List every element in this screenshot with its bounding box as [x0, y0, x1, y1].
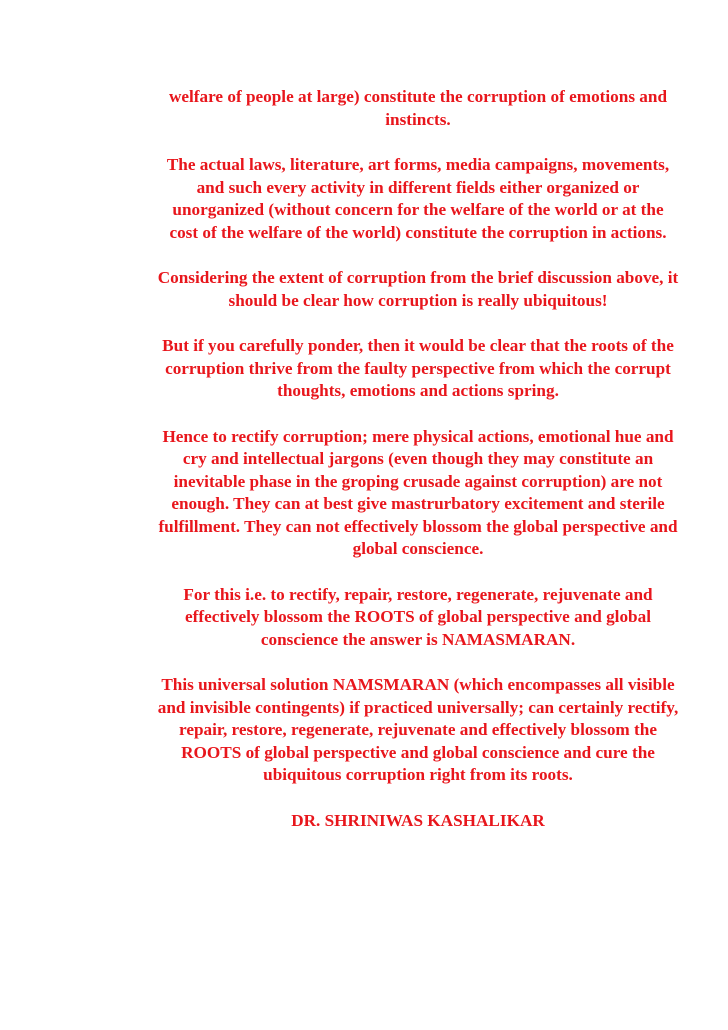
paragraph-7 — [118, 674, 718, 787]
paragraph-4 — [118, 335, 718, 403]
text-line: fulfillment. They can not effectively blossom the global perspective and — [158, 516, 678, 536]
paragraph-2 — [118, 154, 718, 244]
text-line: cost of the welfare of the world) constitute the corruption in actions. — [169, 222, 667, 242]
text-line: and invisible contingents) if practiced universally; can certainly rectify, — [157, 697, 679, 717]
text-line: But if you carefully ponder, then it would be clear that the roots of the — [162, 336, 674, 355]
paragraph-5 — [118, 426, 718, 561]
text-line: Hence to rectify corruption; mere physical actions, emotional hue and — [162, 426, 674, 446]
text-line: conscience the answer is NAMASMARAN. — [260, 629, 576, 649]
text-line: corruption thrive from the faulty perspective from which the corrupt — [165, 358, 671, 378]
text-line: welfare of people at large) constitute the corruption of emotions and — [168, 87, 668, 106]
paragraph-6 — [118, 584, 718, 652]
paragraph-3 — [118, 267, 718, 312]
text-line: enough. They can at best give mastrurbatory excitement and sterile — [171, 494, 665, 513]
text-line: ROOTS of global perspective and global conscience and cure the — [181, 742, 655, 762]
text-line: global conscience. — [352, 539, 484, 558]
document-page — [118, 86, 718, 855]
text-line: repair, restore, regenerate, rejuvenate and effectively blossom the — [179, 720, 657, 739]
text-line: effectively blossom the ROOTS of global perspective and global — [185, 607, 651, 626]
text-line: ubiquitous corruption right from its roots. — [263, 765, 573, 784]
text-line: thoughts, emotions and actions spring. — [277, 381, 559, 400]
text-line: For this i.e. to rectify, repair, restore, regenerate, rejuvenate and — [183, 584, 653, 604]
text-line: instincts. — [385, 109, 451, 129]
text-line: This universal solution NAMSMARAN (which encompasses all visible — [161, 675, 675, 694]
paragraph-1 — [118, 86, 718, 131]
text-line: and such every activity in different fields either organized or — [196, 177, 640, 197]
text-line: The actual laws, literature, art forms, media campaigns, movements, — [166, 155, 670, 174]
text-line: inevitable phase in the groping crusade against corruption) are not — [173, 471, 663, 491]
text-line: Considering the extent of corruption from the brief discussion above, it — [157, 268, 679, 287]
text-line: cry and intellectual jargons (even though they may constitute an — [182, 449, 654, 468]
signature — [118, 810, 718, 833]
text-line: should be clear how corruption is really ubiquitous! — [228, 290, 608, 310]
author-name: DR. SHRINIWAS KASHALIKAR — [291, 810, 545, 830]
text-line: unorganized (without concern for the welfare of the world or at the — [172, 200, 664, 219]
